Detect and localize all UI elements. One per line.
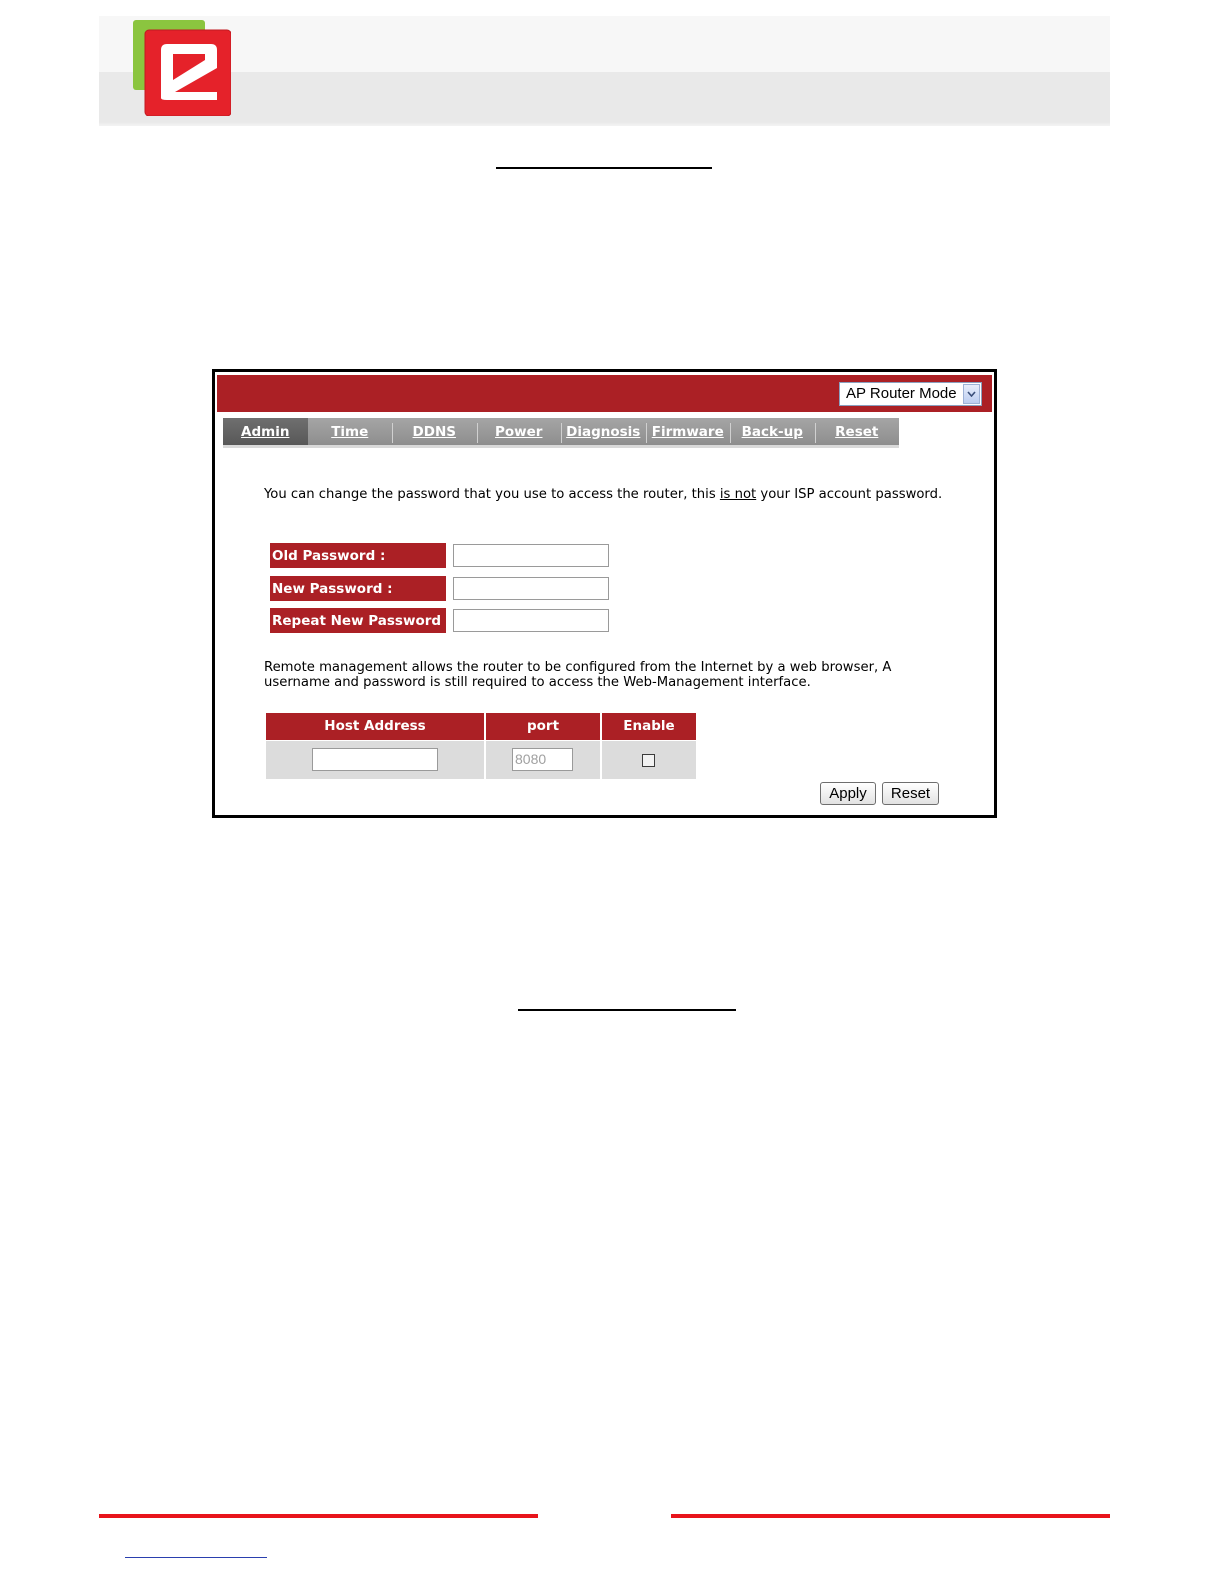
mode-select-value: AP Router Mode: [846, 385, 957, 402]
tab-firmware[interactable]: Firmware: [646, 418, 731, 445]
footer-link-underline: [125, 1557, 267, 1558]
tab-back-up[interactable]: Back-up: [730, 418, 815, 445]
port-cell: [486, 741, 600, 779]
old-password-input[interactable]: [453, 544, 609, 567]
page-header-band: [99, 16, 1110, 126]
admin-settings-panel: [212, 369, 997, 818]
enable-cell: [602, 741, 696, 779]
footer-line-left: [99, 1514, 538, 1518]
intro-text-part1: You can change the password that you use to access the router, this: [264, 487, 720, 502]
enable-checkbox[interactable]: [642, 754, 655, 767]
apply-button[interactable]: Apply: [820, 782, 876, 805]
reset-button[interactable]: Reset: [882, 782, 939, 805]
port-header: port: [486, 713, 600, 740]
footer-line-right: [671, 1514, 1110, 1518]
repeat-password-label: Repeat New Password :: [269, 607, 447, 634]
panel-topbar: [217, 375, 992, 412]
remote-management-text: Remote management allows the router to be configured from the Internet by a web browser, A username and password is still required to access the Web-Management interface.: [264, 660, 892, 690]
new-password-label: New Password :: [269, 575, 447, 602]
host-address-input[interactable]: [312, 748, 438, 771]
repeat-password-input[interactable]: [453, 609, 609, 632]
tab-time[interactable]: Time: [331, 423, 369, 440]
host-address-cell: [266, 741, 484, 779]
old-password-label: Old Password :: [269, 542, 447, 569]
intro-text-part2: your ISP account password.: [756, 487, 943, 502]
port-input[interactable]: 8080: [512, 748, 573, 771]
intro-emphasis: is not: [719, 487, 757, 502]
new-password-input[interactable]: [453, 577, 609, 600]
password-intro-text: [264, 487, 944, 502]
tab-admin[interactable]: Admin: [223, 418, 308, 445]
host-address-header: Host Address: [266, 713, 484, 740]
edimax-e-logo-icon: [133, 20, 231, 116]
tab-power[interactable]: Power: [477, 418, 562, 445]
enable-header: Enable: [602, 713, 696, 740]
chevron-down-icon[interactable]: [963, 384, 980, 404]
mode-select[interactable]: [839, 382, 982, 406]
tab-ddns[interactable]: DDNS: [392, 418, 477, 445]
heading-underline: [496, 167, 712, 169]
tab-reset[interactable]: Reset: [815, 418, 900, 445]
settings-tabs: [223, 418, 899, 448]
tab-diagnosis[interactable]: Diagnosis: [561, 418, 646, 445]
heading-underline-2: [518, 1009, 736, 1011]
